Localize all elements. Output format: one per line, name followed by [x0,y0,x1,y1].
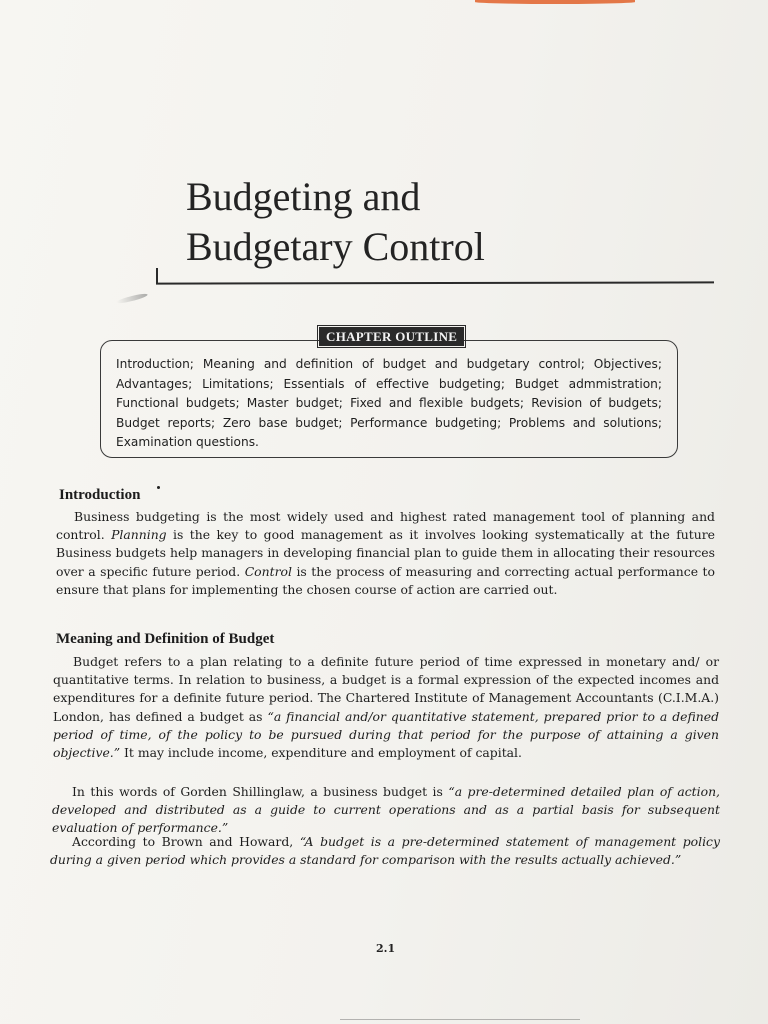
chapter-title-line2: Budgetary Control [186,224,485,269]
planning-term: Planning [111,527,167,543]
shillinglaw-quote: “a pre-determined detailed plan of action, developed and distributed as a guide to current operations and as a partial basis for subsequent evaluation of performance.” [52,784,721,836]
bottom-edge-line [340,1019,580,1020]
budget-definition-paragraph: Budget refers to a plan relating to a definite future period of time expressed in monetary and/ or quantitative terms. In relation to business, a budget is a formal expression of the expected incomes and expenditures for a definite future period. The Chartered Institute of Management Accountants (C.I.M.A.) London, has defined a budget as “a financial and/or quantitative statement, prepared prior to a defined period of time, of the policy to be pursued during that period for the purpose of attaining a given objective.” It may include income, expenditure and employment of capital. [53,654,719,761]
title-rule-tick [156,268,158,283]
chapter-outline-text: Introduction; Meaning and definition of budget and budgetary control; Objectives; Advantages; Limitations; Essentials of effective budgeting; Budget admmistration; Functional budgets; Master budget; Fixed and flexible budgets; Revision of budgets; Budget reports; Zero base budget; Performance budgeting; Problems and solutions; Examination questions. [116,357,662,450]
introduction-heading: Introduction [59,487,141,503]
brown-howard-quote: “A budget is a pre-determined statement of management policy during a given period which provides a standard for comparison with the results actually achieved.” [50,834,720,868]
top-edge-accent [475,0,635,4]
chapter-title-line1: Budgeting and [186,174,421,219]
brown-howard-paragraph: According to Brown and Howard, “A budget is a pre-determined statement of management policy during a given period which provides a standard for comparison with the results actually achieved.” [50,834,720,868]
stray-mark [157,486,160,489]
chapter-outline-label: CHAPTER OUTLINE [319,327,464,346]
page-number: 2.1 [376,942,396,955]
cima-definition-quote: “a financial and/or quantitative statement, prepared prior to a defined period of time, of the policy to be pursued during that period for the purpose of attaining a given objective.” [53,708,719,761]
introduction-paragraph: Business budgeting is the most widely used and highest rated management tool of planning and control. Planning is the key to good management as it involves looking systematically at the future Business budgets help managers in developing financial plan to guide them in allocating their resources over a specific future period. Control is the process of measuring and correcting actual performance to ensure that plans for implementing the chosen course of action are carried out. [56,509,716,597]
shillinglaw-paragraph: In this words of Gorden Shillinglaw, a business budget is “a pre-determined detailed plan of action, developed and distributed as a guide to current operations and as a partial basis for subsequent evaluation of performance.” [52,784,721,836]
meaning-heading: Meaning and Definition of Budget [56,631,275,647]
control-term: Control [244,563,292,579]
chapter-title [186,172,485,272]
